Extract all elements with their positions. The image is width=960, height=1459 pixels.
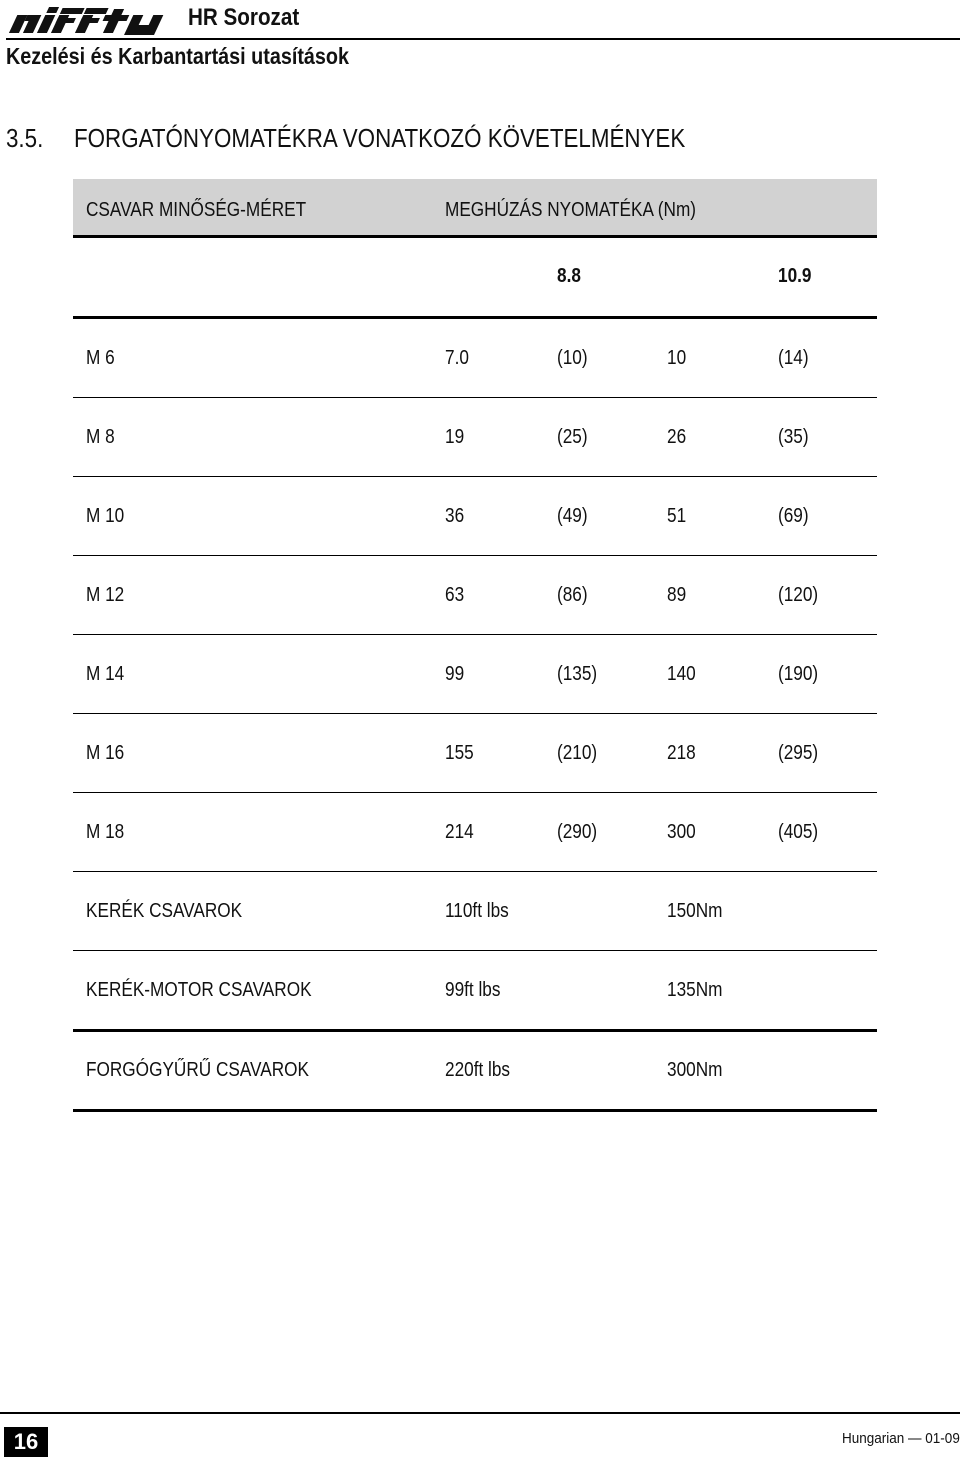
table-cell: 63 [445,584,465,606]
table-bottom-rule [73,1109,877,1112]
table-cell: M 18 [86,821,125,843]
table-cell: (10) [557,347,588,369]
row-rule [73,397,877,398]
table-cell: KERÉK CSAVAROK [86,900,243,922]
table-cell: 218 [667,742,696,764]
table-cell: 220ft lbs [445,1059,511,1081]
table-cell: (35) [778,426,809,448]
table-cell: 155 [445,742,474,764]
row-rule [73,871,877,872]
table-cell: M 12 [86,584,125,606]
grade-rule [73,316,877,319]
table-cell: 300 [667,821,696,843]
table-cell: (120) [778,584,819,606]
table-cell: 99ft lbs [445,979,501,1001]
table-cell: 19 [445,426,465,448]
table-cell: M 6 [86,347,115,369]
footer-divider [0,1412,960,1414]
table-cell: 300Nm [667,1059,723,1081]
row-rule [73,713,877,714]
table-cell: M 16 [86,742,125,764]
grade-10-9: 10.9 [778,265,812,287]
table-cell: (295) [778,742,819,764]
table-cell: (290) [557,821,598,843]
section-number: 3.5. [6,123,44,153]
table-cell: (69) [778,505,809,527]
table-cell: M 10 [86,505,125,527]
grade-8-8: 8.8 [557,265,581,287]
table-cell: 7.0 [445,347,469,369]
table-cell: 99 [445,663,465,685]
table-cell: 10 [667,347,687,369]
table-cell: KERÉK-MOTOR CSAVAROK [86,979,312,1001]
page-number: 16 [4,1427,48,1457]
row-rule [73,950,877,951]
table-cell: 150Nm [667,900,723,922]
table-cell: 214 [445,821,474,843]
table-cell: (135) [557,663,598,685]
row-rule [73,476,877,477]
table-cell: 89 [667,584,687,606]
table-cell: 110ft lbs [445,900,509,922]
table-cell: (14) [778,347,809,369]
table-cell: 26 [667,426,687,448]
table-cell: (86) [557,584,588,606]
table-cell: (190) [778,663,819,685]
table-cell: M 8 [86,426,115,448]
table-cell: M 14 [86,663,125,685]
table-header-rule [73,235,877,238]
table-cell: FORGÓGYŰRŰ CSAVAROK [86,1059,309,1081]
series-title: HR Sorozat [188,4,300,31]
row-rule [73,792,877,793]
table-cell: 135Nm [667,979,723,1001]
footer-language-date: Hungarian — 01-09 [842,1430,960,1447]
table-cell: (210) [557,742,598,764]
manual-subtitle: Kezelési és Karbantartási utasítások [6,43,350,69]
table-cell: (49) [557,505,588,527]
table-cell: 140 [667,663,696,685]
table-cell: 51 [667,505,687,527]
column-header-bolt: CSAVAR MINŐSÉG-MÉRET [86,199,307,221]
row-rule [73,555,877,556]
table-cell: 36 [445,505,465,527]
row-rule [73,634,877,635]
column-header-torque: MEGHÚZÁS NYOMATÉKA (Nm) [445,199,697,221]
row-rule [73,1029,877,1032]
section-title: FORGATÓNYOMATÉKRA VONATKOZÓ KÖVETELMÉNYEK [74,123,686,153]
nifty-logo [6,5,182,35]
header-divider [6,38,960,40]
table-cell: (405) [778,821,819,843]
table-cell: (25) [557,426,588,448]
